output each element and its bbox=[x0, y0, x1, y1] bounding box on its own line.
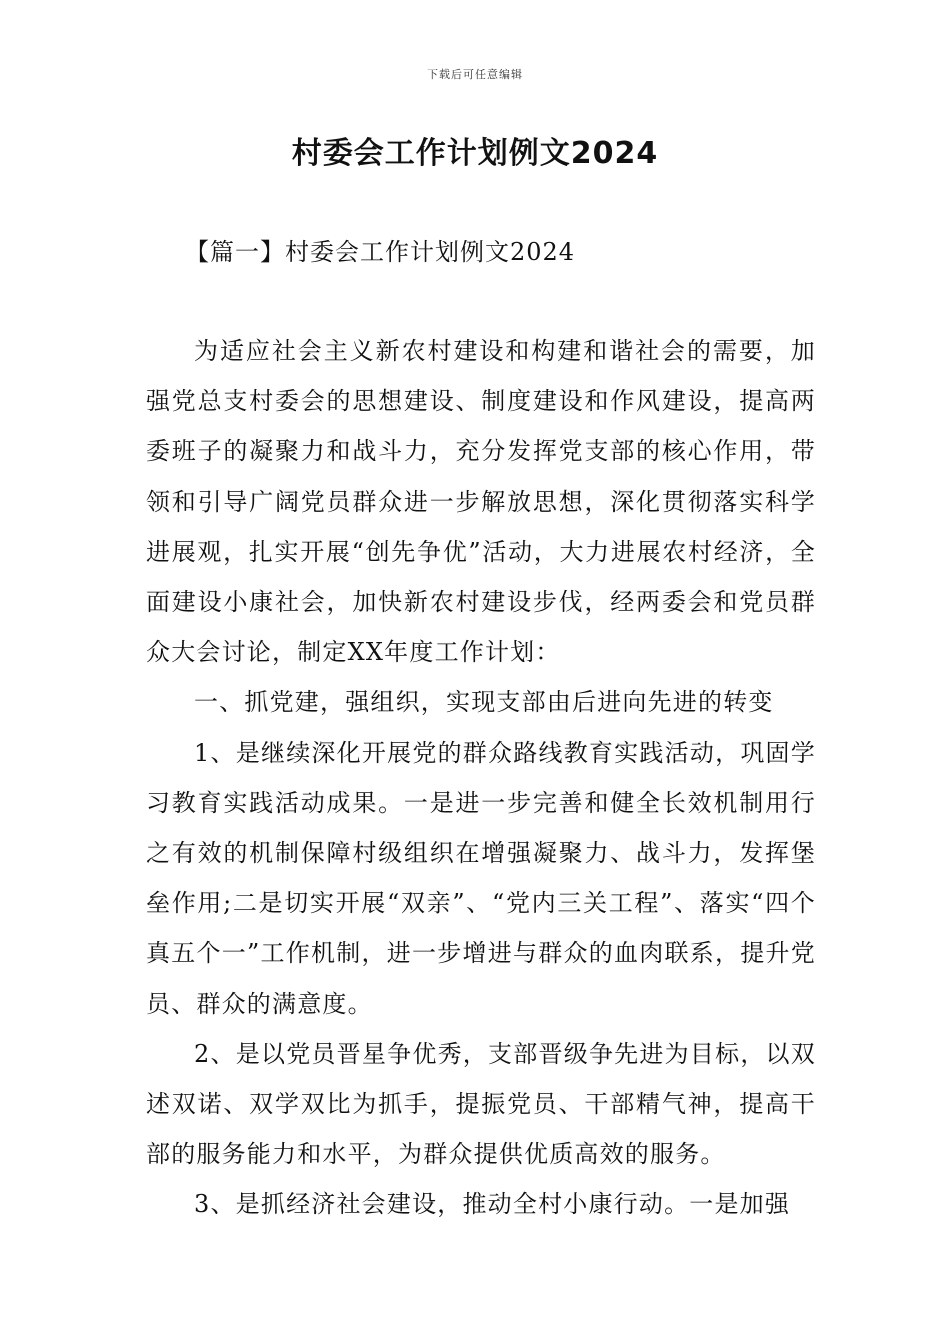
paragraph-item-3: 3、是抓经济社会建设，推动全村小康行动。一是加强 bbox=[194, 1190, 791, 1219]
section-heading: 【篇一】村委会工作计划例文2024 bbox=[185, 238, 576, 266]
paragraph-item-2: 2、是以党员晋星争优秀，支部晋级争先进为目标，以双述双诺、双学双比为抓手，提振党员、干部精气神，提高干部的服务能力和水平，为群众提供优质高效的服务。 bbox=[146, 1039, 816, 1169]
header-note: 下载后可任意编辑 bbox=[427, 68, 523, 81]
paragraph-item-1: 1、是继续深化开展党的群众路线教育实践活动，巩固学习教育实践活动成果。一是进一步完善和健全长效机制用行之有效的机制保障村级组织在增强凝聚力、战斗力，发挥堡垒作用;二是切实开展“双亲”、“党内三关工程”、落实“四个真五个一”工作机制，进一步增进与群众的血肉联系，提升党员、群众的满意度。 bbox=[146, 738, 816, 1018]
body-text bbox=[146, 326, 816, 1230]
document-title: 村委会工作计划例文2024 bbox=[291, 136, 659, 171]
paragraph-heading-1: 一、抓党建，强组织，实现支部由后进向先进的转变 bbox=[194, 688, 774, 717]
paragraph-intro: 为适应社会主义新农村建设和构建和谐社会的需要，加强党总支村委会的思想建设、制度建设和作风建设，提高两委班子的凝聚力和战斗力，充分发挥党支部的核心作用，带领和引导广阔党员群众进一步解放思想，深化贯彻落实科学进展观，扎实开展“创先争优”活动，大力进展农村经济，全面建设小康社会，加快新农村建设步伐，经两委会和党员群众大会讨论，制定XX年度工作计划： bbox=[146, 337, 816, 667]
